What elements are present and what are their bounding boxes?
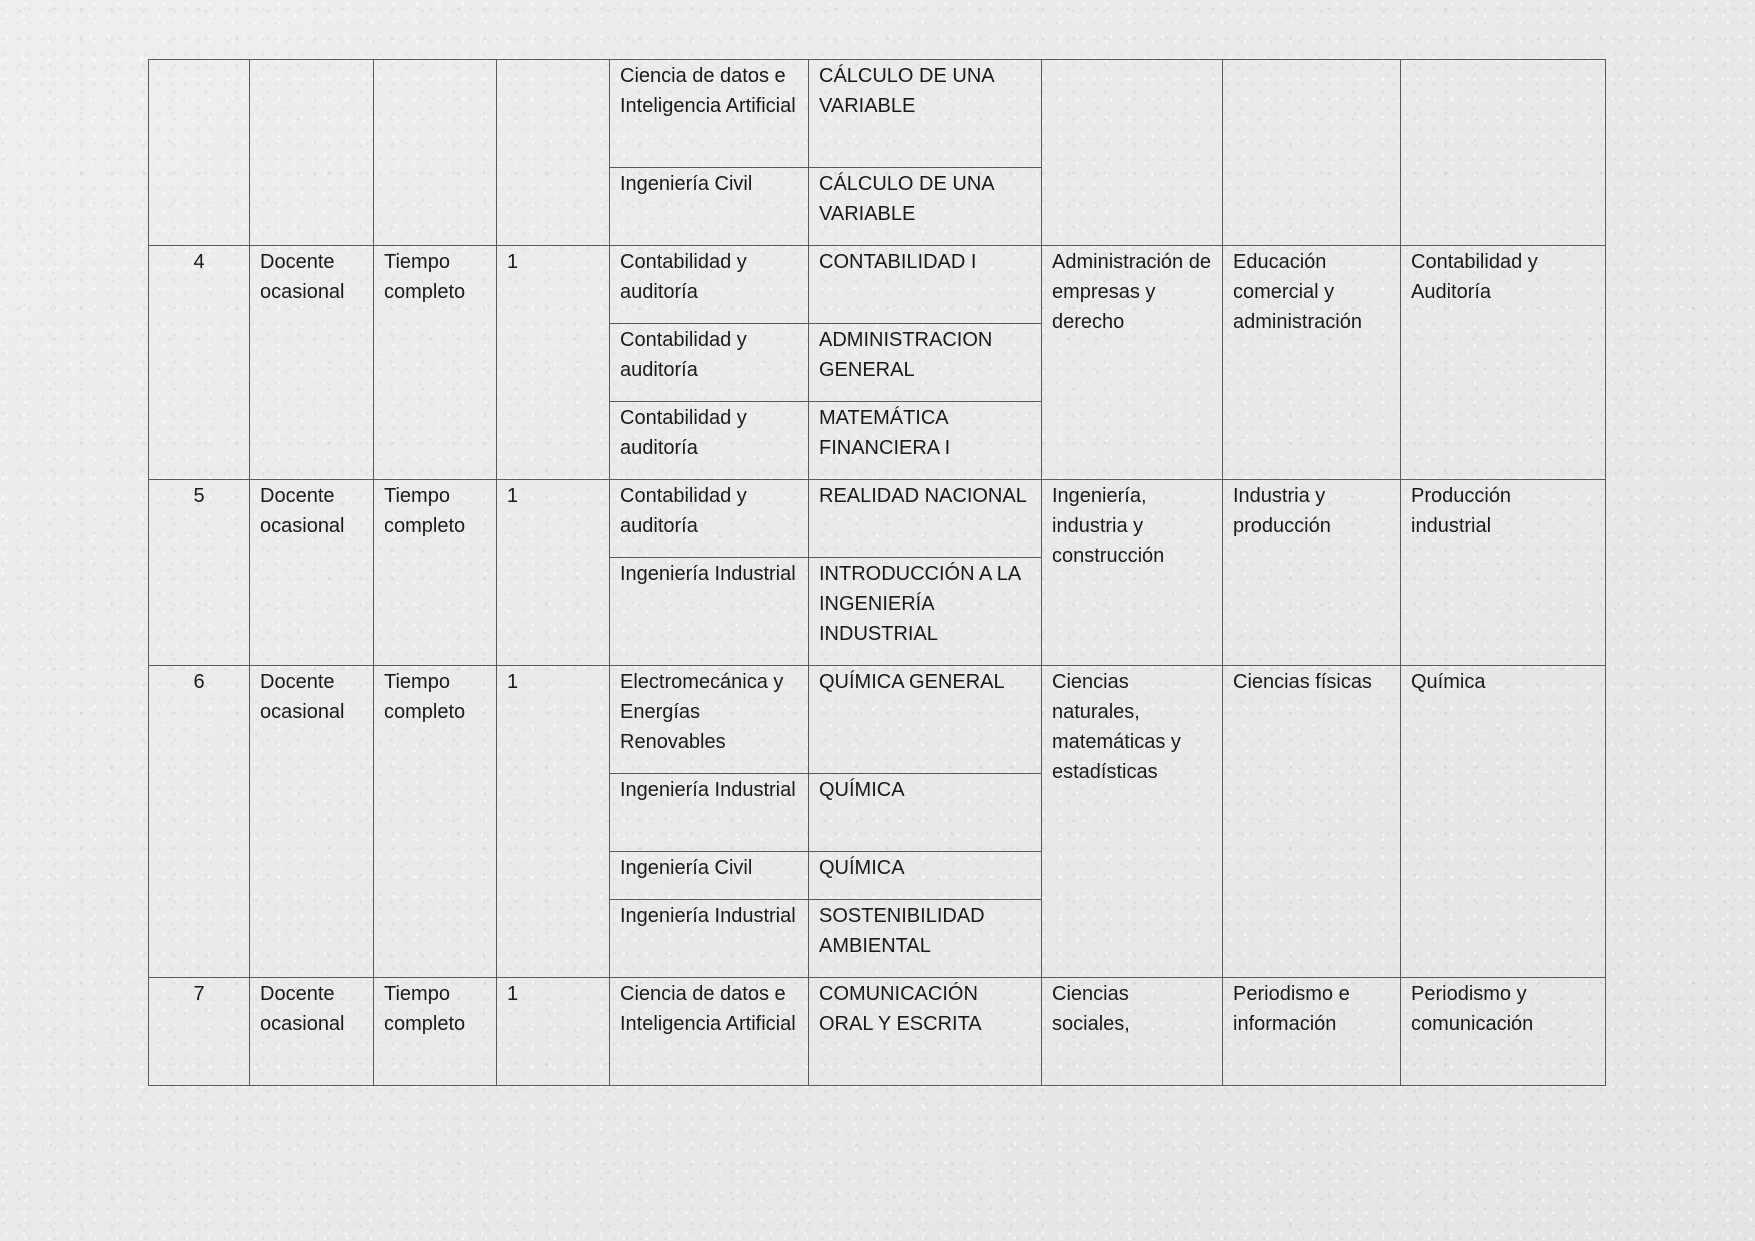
table-row	[149, 978, 1606, 1086]
subject-cell: MATEMÁTICA FINANCIERA I	[809, 402, 1042, 480]
subject-cell: QUÍMICA GENERAL	[809, 666, 1042, 774]
career-cell: Ingeniería Industrial	[610, 558, 809, 666]
subject-cell: COMUNICACIÓN ORAL Y ESCRITA	[809, 978, 1042, 1086]
subject-cell: INTRODUCCIÓN A LA INGENIERÍA INDUSTRIAL	[809, 558, 1042, 666]
detailed-field-cell	[1401, 60, 1606, 246]
specific-field-cell: Ciencias físicas	[1223, 666, 1401, 978]
broad-field-cell: Ciencias naturales, matemáticas y estadísticas	[1042, 666, 1223, 978]
row-number-cell: 7	[149, 978, 250, 1086]
detailed-field-cell: Química	[1401, 666, 1606, 978]
teacher-type-cell: Docente ocasional	[250, 978, 374, 1086]
career-cell: Ciencia de datos e Inteligencia Artificial	[610, 60, 809, 168]
detailed-field-cell: Contabilidad y Auditoría	[1401, 246, 1606, 480]
broad-field-cell: Ingeniería, industria y construcción	[1042, 480, 1223, 666]
row-number-cell: 4	[149, 246, 250, 480]
career-cell: Ingeniería Industrial	[610, 774, 809, 852]
specific-field-cell: Industria y producción	[1223, 480, 1401, 666]
career-cell: Electromecánica y Energías Renovables	[610, 666, 809, 774]
teacher-type-cell: Docente ocasional	[250, 666, 374, 978]
dedication-cell: Tiempo completo	[374, 480, 497, 666]
career-cell: Contabilidad y auditoría	[610, 480, 809, 558]
subject-cell: QUÍMICA	[809, 852, 1042, 900]
dedication-cell: Tiempo completo	[374, 666, 497, 978]
broad-field-cell: Administración de empresas y derecho	[1042, 246, 1223, 480]
table-row	[149, 666, 1606, 774]
career-cell: Contabilidad y auditoría	[610, 402, 809, 480]
quantity-cell: 1	[497, 480, 610, 666]
requirements-table	[148, 59, 1606, 1086]
detailed-field-cell: Periodismo y comunicación	[1401, 978, 1606, 1086]
subject-cell: QUÍMICA	[809, 774, 1042, 852]
broad-field-cell	[1042, 60, 1223, 246]
subject-cell: CÁLCULO DE UNA VARIABLE	[809, 168, 1042, 246]
row-number-cell: 5	[149, 480, 250, 666]
quantity-cell: 1	[497, 978, 610, 1086]
teacher-type-cell	[250, 60, 374, 246]
dedication-cell	[374, 60, 497, 246]
teacher-type-cell: Docente ocasional	[250, 480, 374, 666]
quantity-cell: 1	[497, 246, 610, 480]
subject-cell: REALIDAD NACIONAL	[809, 480, 1042, 558]
subject-cell: CÁLCULO DE UNA VARIABLE	[809, 60, 1042, 168]
career-cell: Contabilidad y auditoría	[610, 246, 809, 324]
specific-field-cell: Periodismo e información	[1223, 978, 1401, 1086]
teacher-type-cell: Docente ocasional	[250, 246, 374, 480]
row-number-cell	[149, 60, 250, 246]
career-cell: Ingeniería Industrial	[610, 900, 809, 978]
career-cell: Contabilidad y auditoría	[610, 324, 809, 402]
subject-cell: CONTABILIDAD I	[809, 246, 1042, 324]
detailed-field-cell: Producción industrial	[1401, 480, 1606, 666]
subject-cell: SOSTENIBILIDAD AMBIENTAL	[809, 900, 1042, 978]
table-row	[149, 60, 1606, 168]
table-row	[149, 246, 1606, 324]
row-number-cell: 6	[149, 666, 250, 978]
broad-field-cell: Ciencias sociales,	[1042, 978, 1223, 1086]
table-row	[149, 480, 1606, 558]
career-cell: Ingeniería Civil	[610, 168, 809, 246]
career-cell: Ingeniería Civil	[610, 852, 809, 900]
career-cell: Ciencia de datos e Inteligencia Artificial	[610, 978, 809, 1086]
subject-cell: ADMINISTRACION GENERAL	[809, 324, 1042, 402]
specific-field-cell	[1223, 60, 1401, 246]
specific-field-cell: Educación comercial y administración	[1223, 246, 1401, 480]
dedication-cell: Tiempo completo	[374, 978, 497, 1086]
quantity-cell	[497, 60, 610, 246]
dedication-cell: Tiempo completo	[374, 246, 497, 480]
quantity-cell: 1	[497, 666, 610, 978]
